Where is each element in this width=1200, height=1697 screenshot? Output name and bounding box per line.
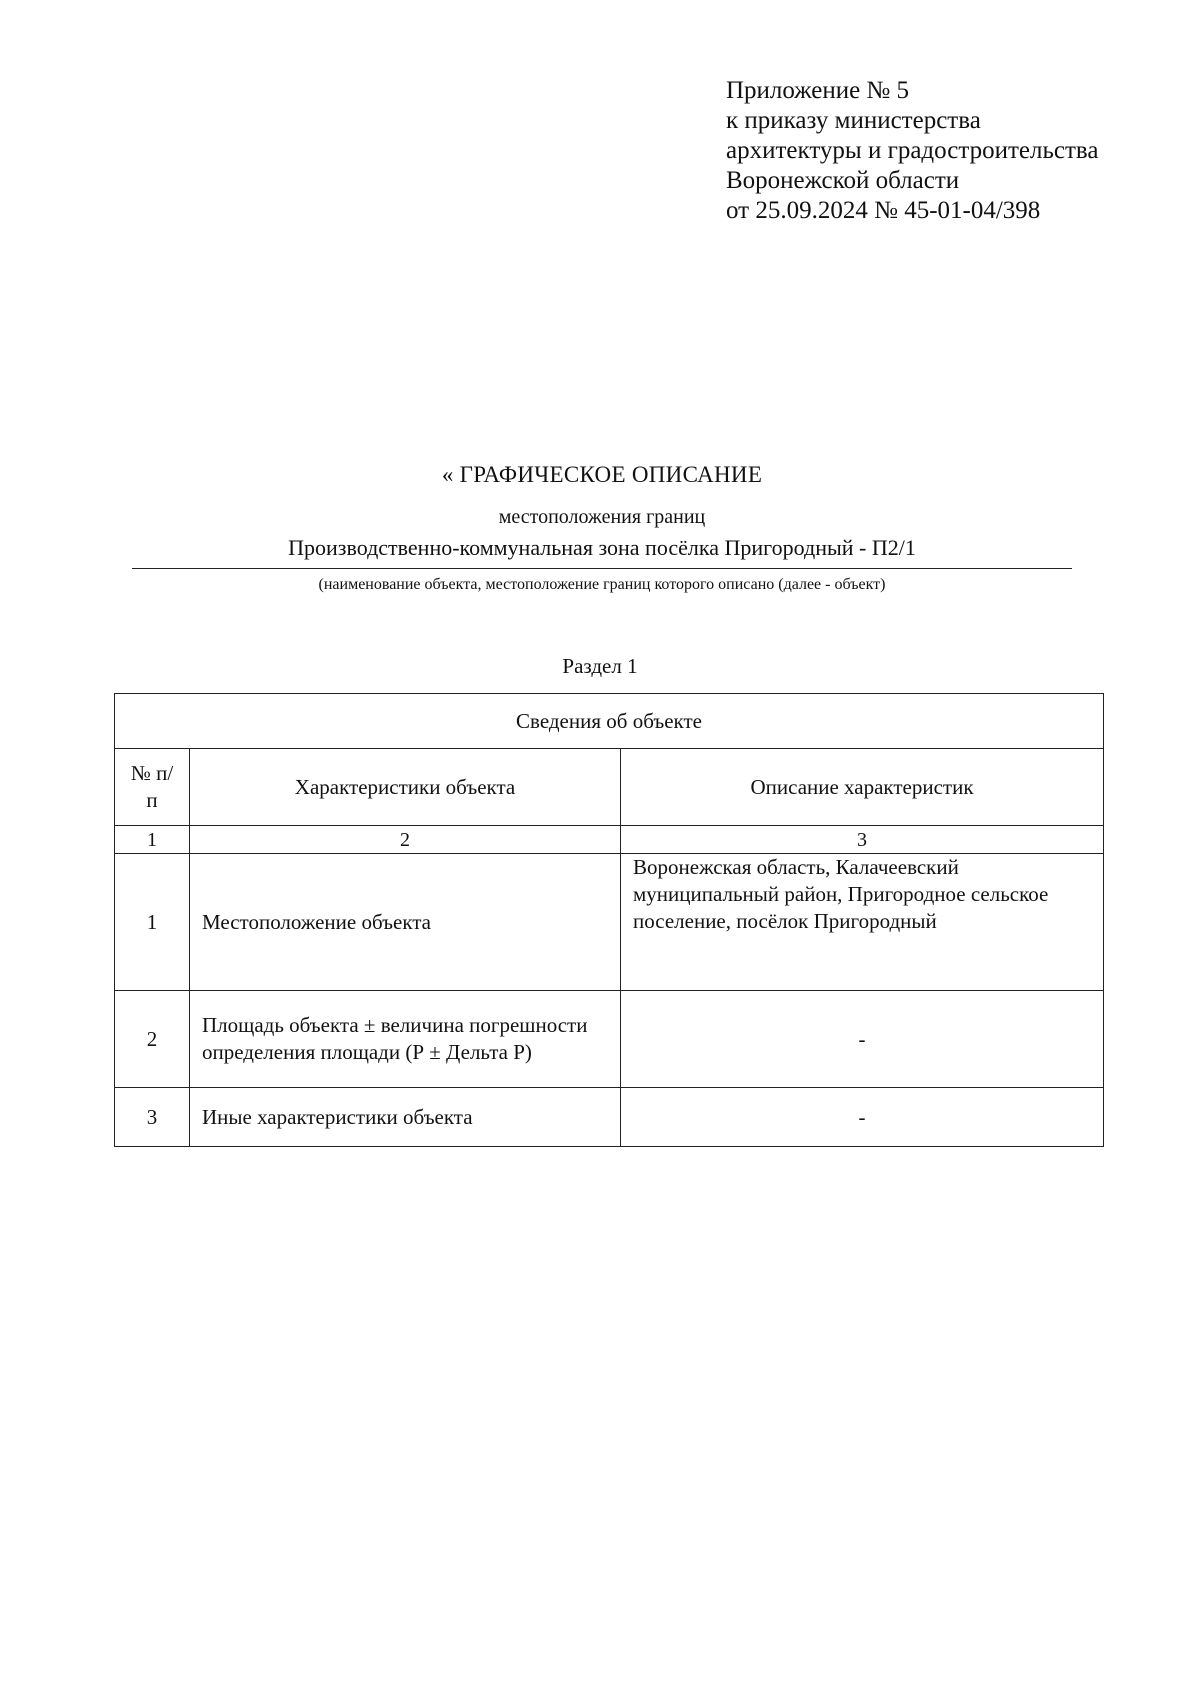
object-info-table [114,693,1104,1147]
document-subtitle: местоположения границ [498,506,706,528]
column-number: 1 [115,826,190,854]
column-number-row [115,826,1104,854]
header-description: Описание характеристик [621,749,1104,826]
section-label: Раздел 1 [562,654,638,678]
object-name-caption: (наименование объекта, местоположение границ которого описано (далее - объект) [318,576,886,593]
row-number: 2 [115,991,190,1088]
header-characteristics: Характеристики объекта [190,749,621,826]
document-title: « ГРАФИЧЕСКОЕ ОПИСАНИЕ [441,462,763,487]
title-block [132,460,1072,595]
table-row [115,854,1104,991]
table-header-row [115,749,1104,826]
table-caption-row [115,694,1104,749]
appendix-line: к приказу министерства [726,107,981,134]
column-number: 3 [621,826,1104,854]
object-name: Производственно-коммунальная зона посёлка Пригородный - П2/1 [288,535,916,560]
row-number: 1 [115,854,190,991]
table-row [115,991,1104,1088]
row-description: - [621,991,1104,1088]
row-characteristic: Иные характеристики объекта [190,1088,621,1147]
row-number: 3 [115,1088,190,1147]
appendix-line: от 25.09.2024 № 45-01-04/398 [726,197,1041,224]
table-caption: Сведения об объекте [115,694,1104,749]
appendix-line: Приложение № 5 [726,77,910,104]
table-row [115,1088,1104,1147]
row-characteristic: Местоположение объекта [190,854,621,991]
appendix-block [726,76,1098,226]
row-description: Воронежская область, Калачеевский муниципальный район, Пригородное сельское поселение, посёлок Пригородный [621,854,1104,991]
header-number: № п/п [115,749,190,826]
row-characteristic: Площадь объекта ± величина погрешности определения площади (Р ± Дельта Р) [190,991,621,1088]
column-number: 2 [190,826,621,854]
appendix-line: Воронежской области [726,167,960,194]
appendix-line: архитектуры и градостроительства [726,137,1099,164]
underline-rule [132,568,1072,569]
row-description: - [621,1088,1104,1147]
